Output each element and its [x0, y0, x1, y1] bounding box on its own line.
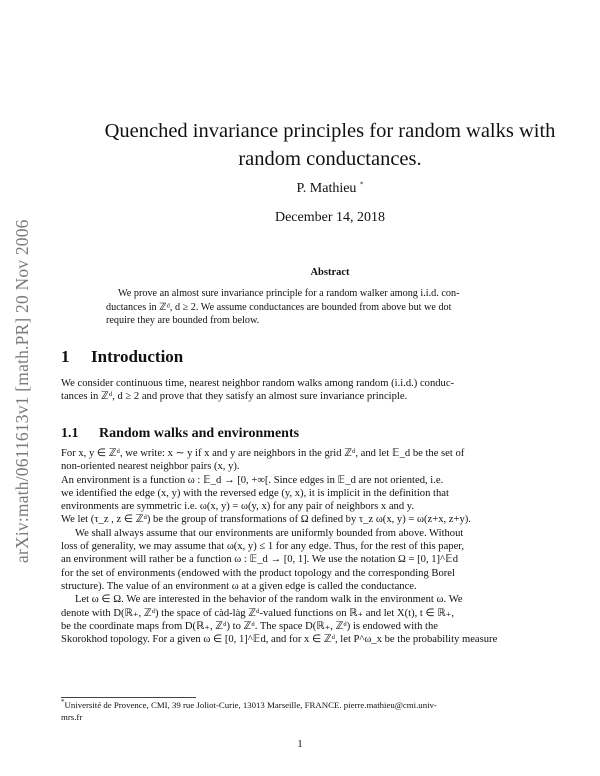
footnote-rule — [61, 697, 196, 698]
intro-paragraph — [61, 377, 537, 404]
text-line: an environment will rather be a function ω : 𝔼_d → [0, 1]. We use the notation Ω = [0, 1]^𝔼d — [61, 554, 459, 566]
paper-title — [60, 117, 600, 173]
page-number: 1 — [297, 738, 303, 750]
footnote-mark: * — [61, 698, 65, 707]
subsection-title: Random walks and environments — [99, 426, 300, 441]
footnote-line: mrs.fr — [61, 711, 83, 722]
footnote — [61, 700, 537, 723]
text-line: be the coordinate maps from D(ℝ₊, ℤᵈ) to ℤᵈ. The space D(ℝ₊, ℤᵈ) is endowed with the — [61, 620, 438, 632]
section-heading — [61, 347, 183, 367]
text-line: Skorokhod topology. For a given ω ∈ [0, 1]^𝔼d, and for x ∈ ℤᵈ, let P^ω_x be the probability measure — [61, 634, 498, 646]
text-line: An environment is a function ω : 𝔼_d → [0, +∞[. Since edges in 𝔼_d are not oriented, i.e. — [61, 474, 444, 486]
text-line: denote with D(ℝ₊, ℤᵈ) the space of càd-làg ℤᵈ-valued functions on ℝ₊ and let X(t), t ∈ ℝ₊, — [61, 607, 455, 619]
text-line: We consider continuous time, nearest neighbor random walks among random (i.i.d.) conduc- — [61, 378, 455, 389]
text-line: tances in ℤᵈ, d ≥ 2 and prove that they satisfy an almost sure invariance principle. — [61, 391, 408, 403]
subsection-number: 1.1 — [61, 426, 79, 441]
subsection-heading — [61, 426, 299, 442]
text-line: We let (τ_z , z ∈ ℤᵈ) be the group of transformations of Ω defined by τ_z ω(x, y) = ω(z+x, z+y). — [61, 514, 471, 526]
text-line: for the set of environments (endowed with the product topology and the corresponding Borel — [61, 567, 455, 579]
abstract-body — [106, 287, 541, 328]
author — [60, 181, 600, 197]
text-line: structure). The value of an environment ω at a given edge is called the conductance. — [61, 580, 417, 592]
text-line: Let ω ∈ Ω. We are interested in the behavior of the random walk in the environment ω. We — [75, 594, 463, 606]
abstract-line: ductances in ℤᵈ, d ≥ 2. We assume conductances are bounded from above but we dot — [106, 301, 452, 313]
text-line: We shall always assume that our environments are uniformly bounded from above. Without — [75, 527, 464, 539]
abstract-line: We prove an almost sure invariance principle for a random walker among i.i.d. con- — [118, 288, 460, 299]
arxiv-sidebar-stamp: arXiv:math/0611613v1 [math.PR] 20 Nov 2006 — [12, 219, 32, 563]
date: December 14, 2018 — [274, 210, 386, 225]
author-footnote-mark: * — [359, 180, 364, 189]
section-title: Introduction — [91, 347, 184, 366]
text-line: loss of generality, we may assume that ω(x, y) ≤ 1 for any edge. Thus, for the rest of this paper, — [61, 541, 465, 553]
author-name: P. Mathieu — [296, 181, 357, 196]
text-line: environments are symmetric i.e. ω(x, y) = ω(y, x) for any pair of neighbors x and y. — [61, 501, 415, 513]
abstract-line: require they are bounded from below. — [106, 315, 260, 326]
section-number: 1 — [61, 347, 70, 366]
body-text — [61, 447, 537, 646]
text-line: we identified the edge (x, y) with the reversed edge (y, x), it is implicit in the definition that — [61, 487, 449, 499]
text-line: For x, y ∈ ℤᵈ, we write: x ∼ y if x and y are neighbors in the grid ℤᵈ, and let 𝔼_d be the set of — [61, 448, 465, 459]
title-line-1: Quenched invariance principles for random walks with — [104, 120, 556, 142]
title-line-2: random conductances. — [238, 148, 422, 170]
footnote-line: *Université de Provence, CMI, 39 rue Joliot-Curie, 13013 Marseille, FRANCE. pierre.mathieu@cmi.univ- — [61, 698, 437, 710]
text-line: non-oriented nearest neighbor pairs (x, y). — [61, 461, 240, 473]
abstract-heading: Abstract — [310, 267, 350, 278]
